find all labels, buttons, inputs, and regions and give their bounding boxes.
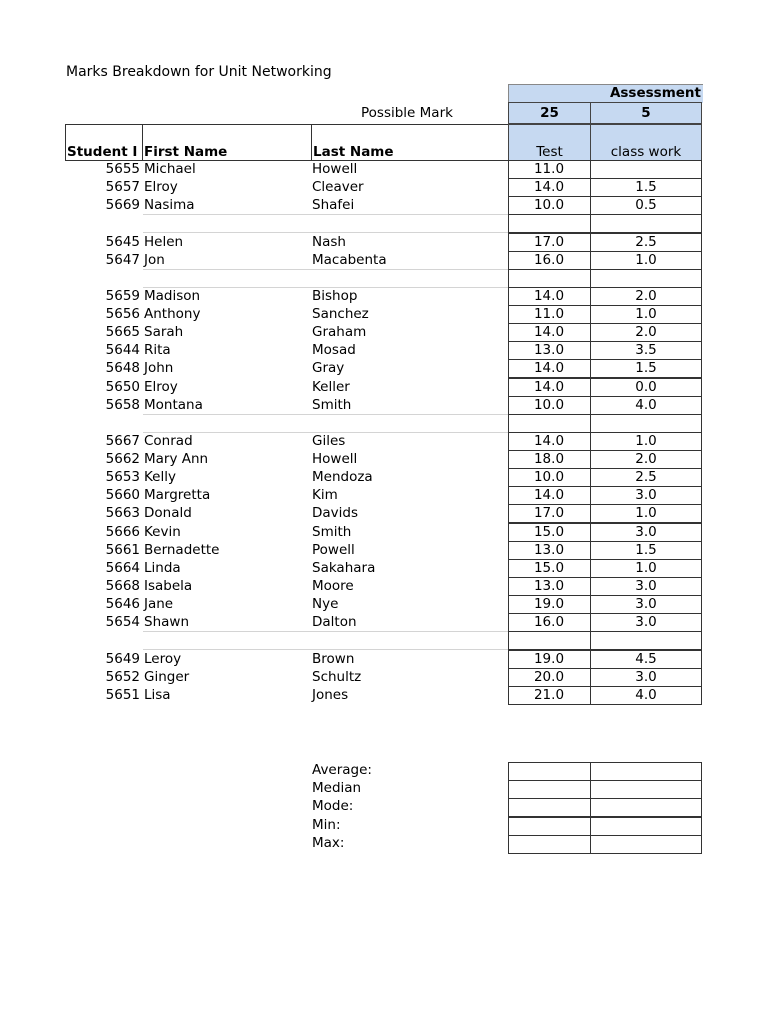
cell-test[interactable]: 14.0 — [533, 324, 565, 340]
cell-class-work[interactable]: 1.0 — [635, 433, 657, 449]
cell-first-name[interactable]: Kevin — [144, 524, 181, 540]
test-cell-border — [508, 251, 591, 270]
cell-first-name[interactable]: Jane — [144, 596, 174, 612]
test-cell-border — [508, 468, 591, 487]
cell-last-name[interactable]: Powell — [312, 542, 355, 558]
stat-label: Average: — [312, 762, 372, 778]
test-cell-border — [508, 559, 591, 578]
cell-first-name[interactable]: Nasima — [144, 197, 195, 213]
possible-mark-test[interactable]: 25 — [508, 102, 591, 124]
cell-last-name[interactable]: Kim — [312, 487, 338, 503]
cell-test[interactable]: 14.0 — [533, 179, 565, 195]
cell-student-id[interactable] — [66, 414, 140, 432]
cell-class-work[interactable]: 3.0 — [635, 669, 657, 685]
cell-class-work[interactable]: 1.0 — [635, 505, 657, 521]
test-cell-border — [508, 359, 591, 378]
cell-student-id[interactable]: 5664 — [105, 560, 140, 576]
cell-first-name[interactable]: Donald — [144, 505, 192, 521]
cell-class-work[interactable]: 2.5 — [635, 234, 657, 250]
class-work-cell-border — [590, 504, 702, 523]
table-row — [0, 414, 768, 432]
assessment-header-cell[interactable] — [508, 84, 703, 103]
test-cell-border — [508, 432, 591, 451]
class-work-cell-border — [590, 686, 702, 705]
header-test[interactable]: Test — [508, 124, 591, 161]
class-work-cell-border — [590, 359, 702, 378]
cell-last-name[interactable]: Graham — [312, 324, 367, 340]
cell-class-work[interactable]: 4.0 — [635, 397, 657, 413]
cell-test[interactable]: 11.0 — [533, 161, 565, 177]
cell-last-name[interactable]: Macabenta — [312, 252, 387, 268]
cell-last-name[interactable]: Brown — [312, 651, 355, 667]
cell-last-name[interactable]: Gray — [312, 360, 345, 376]
cell-last-name[interactable]: Schultz — [312, 669, 362, 685]
test-cell-border — [508, 396, 591, 415]
test-cell-border — [508, 650, 591, 669]
table-row — [0, 359, 768, 377]
cell-student-id[interactable]: 5651 — [105, 687, 140, 703]
cell-last-name[interactable]: Sanchez — [312, 306, 369, 322]
cell-student-id[interactable]: 5668 — [105, 578, 140, 594]
test-cell-border — [508, 305, 591, 324]
class-work-cell-border — [590, 287, 702, 306]
cell-first-name[interactable]: Ginger — [144, 669, 190, 685]
cell-last-name[interactable]: Bishop — [312, 288, 358, 304]
cell-student-id[interactable]: 5648 — [105, 360, 140, 376]
test-cell-border — [508, 668, 591, 687]
cell-test[interactable]: 19.0 — [533, 651, 565, 667]
cell-class-work[interactable]: 2.0 — [635, 324, 657, 340]
cell-student-id[interactable]: 5663 — [105, 505, 140, 521]
cell-test[interactable]: 11.0 — [533, 306, 565, 322]
cell-test[interactable]: 14.0 — [533, 487, 565, 503]
cell-last-name[interactable]: Sakahara — [312, 560, 376, 576]
cell-student-id[interactable]: 5652 — [105, 669, 140, 685]
table-row — [0, 432, 768, 450]
cell-first-name[interactable]: Rita — [144, 342, 171, 358]
table-row — [0, 577, 768, 595]
table-row — [0, 595, 768, 613]
class-work-cell-border — [590, 577, 702, 596]
cell-class-work[interactable]: 2.5 — [635, 469, 657, 485]
cell-student-id[interactable]: 5665 — [105, 324, 140, 340]
cell-class-work[interactable]: 3.0 — [635, 487, 657, 503]
cell-test[interactable]: 16.0 — [533, 614, 565, 630]
stat-test-cell[interactable] — [508, 798, 591, 817]
cell-student-id[interactable]: 5658 — [105, 397, 140, 413]
cell-class-work[interactable]: 1.5 — [635, 179, 657, 195]
cell-test[interactable]: 10.0 — [533, 397, 565, 413]
table-row — [0, 160, 768, 178]
class-work-cell-border — [590, 523, 702, 542]
cell-first-name[interactable]: Isabela — [144, 578, 193, 594]
cell-student-id[interactable]: 5661 — [105, 542, 140, 558]
cell-test[interactable]: 17.0 — [533, 505, 565, 521]
table-row — [0, 305, 768, 323]
cell-class-work[interactable]: 3.0 — [635, 578, 657, 594]
gridline — [143, 269, 508, 270]
assessment-label: Assessment — [609, 85, 701, 101]
cell-last-name[interactable]: Keller — [312, 379, 350, 395]
cell-class-work[interactable]: 1.0 — [635, 560, 657, 576]
cell-class-work[interactable]: 4.0 — [635, 687, 657, 703]
class-work-cell-border — [590, 432, 702, 451]
test-cell-border — [508, 523, 591, 542]
class-work-cell-border — [590, 450, 702, 469]
cell-last-name[interactable]: Nye — [312, 596, 339, 612]
cell-last-name[interactable]: Howell — [312, 161, 358, 177]
cell-last-name[interactable]: Howell — [312, 451, 358, 467]
cell-student-id[interactable]: 5649 — [105, 651, 140, 667]
table-row — [0, 559, 768, 577]
gridline — [143, 414, 508, 415]
class-work-cell-border — [590, 269, 702, 288]
cell-test[interactable]: 15.0 — [533, 560, 565, 576]
cell-first-name[interactable]: Montana — [144, 397, 203, 413]
cell-test[interactable]: 10.0 — [533, 469, 565, 485]
cell-student-id[interactable]: 5656 — [105, 306, 140, 322]
gridline — [143, 631, 508, 632]
cell-class-work[interactable]: 0.5 — [635, 197, 657, 213]
class-work-cell-border — [590, 378, 702, 397]
class-work-cell-border — [590, 486, 702, 505]
stat-test-cell[interactable] — [508, 835, 591, 854]
cell-class-work[interactable]: 2.0 — [635, 451, 657, 467]
header-student-id[interactable]: Student I — [65, 124, 143, 161]
table-row — [0, 341, 768, 359]
cell-last-name[interactable]: Nash — [312, 234, 346, 250]
cell-last-name[interactable]: Shafei — [312, 197, 355, 213]
cell-student-id[interactable]: 5660 — [105, 487, 140, 503]
stat-test-cell[interactable] — [508, 780, 591, 799]
test-cell-border — [508, 414, 591, 433]
class-work-cell-border — [590, 305, 702, 324]
class-work-cell-border — [590, 160, 702, 179]
cell-first-name[interactable]: Helen — [144, 234, 184, 250]
test-cell-border — [508, 613, 591, 632]
cell-first-name[interactable]: John — [144, 360, 174, 376]
stat-class-work-cell[interactable] — [590, 798, 702, 817]
class-work-cell-border — [590, 396, 702, 415]
cell-test[interactable]: 20.0 — [533, 669, 565, 685]
cell-last-name[interactable]: Mendoza — [312, 469, 373, 485]
table-row — [0, 214, 768, 232]
possible-mark-class-work[interactable]: 5 — [590, 102, 702, 124]
class-work-cell-border — [590, 650, 702, 669]
cell-student-id[interactable] — [66, 214, 140, 232]
table-row — [0, 251, 768, 269]
stat-label: Max: — [312, 835, 345, 851]
cell-first-name[interactable]: Madison — [144, 288, 201, 304]
cell-class-work[interactable]: 3.0 — [635, 614, 657, 630]
class-work-cell-border — [590, 251, 702, 270]
cell-last-name[interactable]: Giles — [312, 433, 346, 449]
class-work-cell-border — [590, 668, 702, 687]
class-work-cell-border — [590, 414, 702, 433]
cell-last-name[interactable]: Smith — [312, 397, 352, 413]
table-row — [0, 233, 768, 251]
cell-first-name[interactable]: Conrad — [144, 433, 193, 449]
test-cell-border — [508, 450, 591, 469]
test-cell-border — [508, 577, 591, 596]
cell-last-name[interactable]: Davids — [312, 505, 359, 521]
test-cell-border — [508, 269, 591, 288]
stat-class-work-cell[interactable] — [590, 835, 702, 854]
stat-test-cell[interactable] — [508, 762, 591, 781]
test-cell-border — [508, 504, 591, 523]
table-row — [0, 378, 768, 396]
cell-student-id[interactable]: 5644 — [105, 342, 140, 358]
cell-test[interactable]: 13.0 — [533, 342, 565, 358]
table-row — [0, 287, 768, 305]
cell-student-id[interactable]: 5659 — [105, 288, 140, 304]
cell-first-name[interactable]: Margretta — [144, 487, 211, 503]
cell-test[interactable]: 21.0 — [533, 687, 565, 703]
cell-last-name[interactable]: Moore — [312, 578, 354, 594]
cell-first-name[interactable]: Elroy — [144, 379, 178, 395]
cell-student-id[interactable]: 5647 — [105, 252, 140, 268]
header-class-work[interactable]: class work — [590, 124, 702, 161]
test-cell-border — [508, 486, 591, 505]
cell-student-id[interactable]: 5655 — [105, 161, 140, 177]
test-cell-border — [508, 595, 591, 614]
table-row — [0, 196, 768, 214]
cell-student-id[interactable]: 5645 — [105, 234, 140, 250]
cell-test[interactable]: 14.0 — [533, 433, 565, 449]
class-work-cell-border — [590, 341, 702, 360]
table-row — [0, 504, 768, 522]
cell-last-name[interactable]: Smith — [312, 524, 352, 540]
cell-first-name[interactable]: Elroy — [144, 179, 178, 195]
cell-student-id[interactable] — [66, 631, 140, 649]
test-cell-border — [508, 214, 591, 233]
class-work-cell-border — [590, 323, 702, 342]
cell-class-work[interactable]: 4.5 — [635, 651, 657, 667]
test-cell-border — [508, 178, 591, 197]
test-cell-border — [508, 631, 591, 650]
cell-last-name[interactable]: Mosad — [312, 342, 356, 358]
cell-test[interactable]: 17.0 — [533, 234, 565, 250]
cell-first-name[interactable]: Lisa — [144, 687, 171, 703]
cell-test[interactable]: 16.0 — [533, 252, 565, 268]
test-cell-border — [508, 233, 591, 252]
table-row — [0, 486, 768, 504]
cell-student-id[interactable]: 5657 — [105, 179, 140, 195]
cell-first-name[interactable]: Sarah — [144, 324, 184, 340]
class-work-cell-border — [590, 178, 702, 197]
cell-first-name[interactable]: Bernadette — [144, 542, 220, 558]
class-work-cell-border — [590, 595, 702, 614]
table-row — [0, 468, 768, 486]
cell-class-work[interactable]: 1.0 — [635, 306, 657, 322]
table-row — [0, 686, 768, 704]
stat-class-work-cell[interactable] — [590, 762, 702, 781]
cell-last-name[interactable]: Dalton — [312, 614, 357, 630]
stat-class-work-cell[interactable] — [590, 780, 702, 799]
cell-class-work[interactable]: 3.0 — [635, 524, 657, 540]
cell-class-work[interactable]: 2.0 — [635, 288, 657, 304]
cell-test[interactable]: 13.0 — [533, 542, 565, 558]
cell-student-id[interactable]: 5646 — [105, 596, 140, 612]
header-last-name[interactable]: Last Name — [311, 124, 508, 161]
cell-first-name[interactable]: Leroy — [144, 651, 182, 667]
class-work-cell-border — [590, 559, 702, 578]
table-row — [0, 631, 768, 649]
stat-test-cell[interactable] — [508, 817, 591, 836]
cell-student-id[interactable]: 5653 — [105, 469, 140, 485]
table-row — [0, 668, 768, 686]
stat-label: Median — [312, 780, 362, 796]
header-first-name[interactable]: First Name — [142, 124, 312, 161]
stat-class-work-cell[interactable] — [590, 817, 702, 836]
cell-test[interactable]: 13.0 — [533, 578, 565, 594]
cell-class-work[interactable]: 3.0 — [635, 596, 657, 612]
cell-class-work[interactable]: 1.5 — [635, 542, 657, 558]
cell-class-work[interactable]: 0.0 — [635, 379, 657, 395]
cell-test[interactable]: 15.0 — [533, 524, 565, 540]
class-work-cell-border — [590, 214, 702, 233]
cell-first-name[interactable]: Mary Ann — [144, 451, 209, 467]
class-work-cell-border — [590, 631, 702, 650]
cell-test[interactable]: 10.0 — [533, 197, 565, 213]
table-row — [0, 396, 768, 414]
stat-label: Min: — [312, 817, 341, 833]
test-cell-border — [508, 160, 591, 179]
table-row — [0, 650, 768, 668]
table-row — [0, 450, 768, 468]
cell-test[interactable]: 18.0 — [533, 451, 565, 467]
table-row — [0, 613, 768, 631]
test-cell-border — [508, 323, 591, 342]
cell-student-id[interactable]: 5650 — [105, 379, 140, 395]
cell-class-work[interactable]: 1.5 — [635, 360, 657, 376]
test-cell-border — [508, 541, 591, 560]
stat-label: Mode: — [312, 798, 354, 814]
possible-mark-label: Possible Mark — [361, 105, 453, 121]
cell-first-name[interactable]: Anthony — [144, 306, 201, 322]
gridline — [143, 214, 508, 215]
class-work-cell-border — [590, 468, 702, 487]
test-cell-border — [508, 686, 591, 705]
test-cell-border — [508, 287, 591, 306]
cell-class-work[interactable]: 3.5 — [635, 342, 657, 358]
cell-last-name[interactable]: Cleaver — [312, 179, 364, 195]
table-row — [0, 523, 768, 541]
class-work-cell-border — [590, 233, 702, 252]
cell-student-id[interactable]: 5654 — [105, 614, 140, 630]
table-row — [0, 178, 768, 196]
class-work-cell-border — [590, 541, 702, 560]
cell-student-id[interactable]: 5666 — [105, 524, 140, 540]
test-cell-border — [508, 196, 591, 215]
cell-first-name[interactable]: Linda — [144, 560, 181, 576]
cell-first-name[interactable]: Shawn — [144, 614, 189, 630]
cell-student-id[interactable]: 5662 — [105, 451, 140, 467]
cell-student-id[interactable]: 5667 — [105, 433, 140, 449]
table-row — [0, 541, 768, 559]
cell-student-id[interactable]: 5669 — [105, 197, 140, 213]
cell-last-name[interactable]: Jones — [312, 687, 349, 703]
class-work-cell-border — [590, 613, 702, 632]
class-work-cell-border — [590, 196, 702, 215]
cell-student-id[interactable] — [66, 269, 140, 287]
cell-test[interactable]: 14.0 — [533, 288, 565, 304]
table-row — [0, 323, 768, 341]
cell-first-name[interactable]: Kelly — [144, 469, 176, 485]
cell-test[interactable]: 19.0 — [533, 596, 565, 612]
cell-class-work[interactable]: 1.0 — [635, 252, 657, 268]
cell-first-name[interactable]: Michael — [144, 161, 196, 177]
table-row — [0, 269, 768, 287]
cell-test[interactable]: 14.0 — [533, 379, 565, 395]
cell-first-name[interactable]: Jon — [144, 252, 165, 268]
cell-test[interactable]: 14.0 — [533, 360, 565, 376]
test-cell-border — [508, 341, 591, 360]
sheet-title: Marks Breakdown for Unit Networking — [66, 64, 332, 80]
test-cell-border — [508, 378, 591, 397]
